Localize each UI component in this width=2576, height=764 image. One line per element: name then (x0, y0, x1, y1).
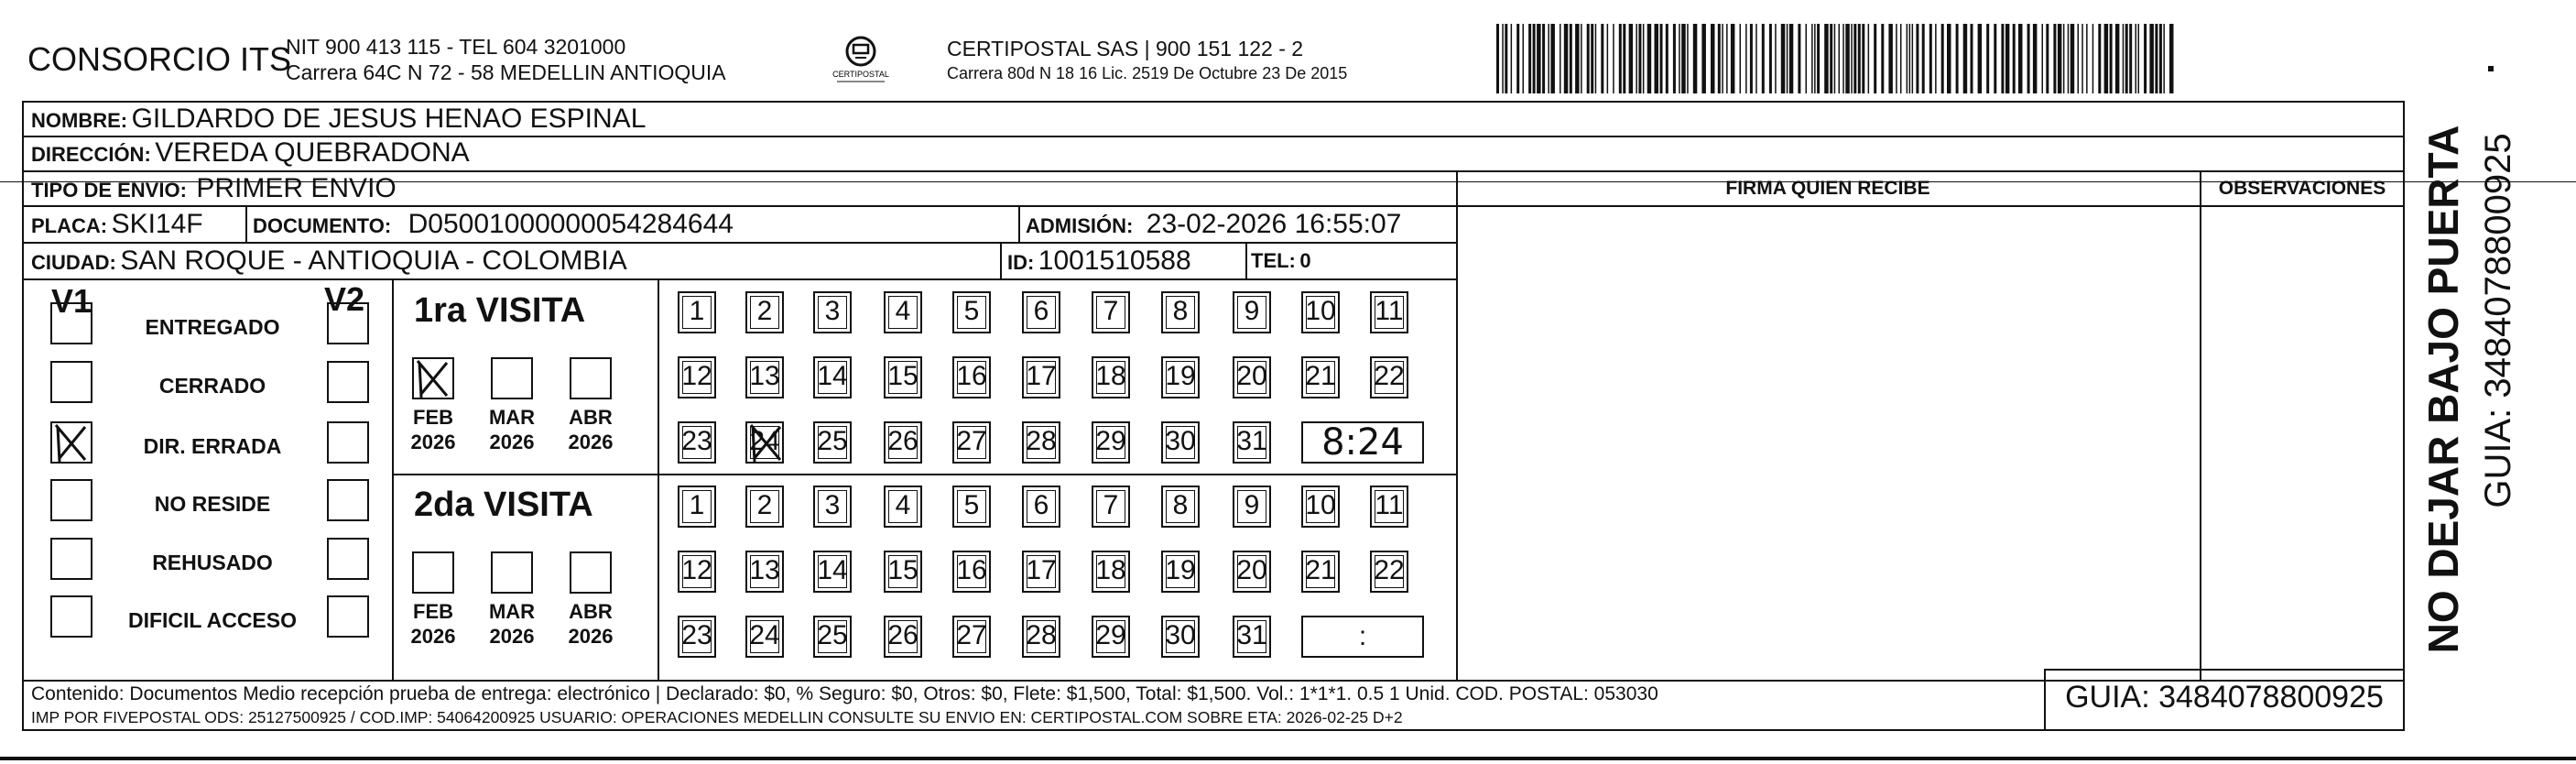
direccion-label: DIRECCIÓN: (31, 143, 151, 166)
tel-row (1251, 244, 1311, 278)
day-box[interactable]: 10 (1301, 486, 1340, 528)
month-checkbox[interactable] (491, 551, 533, 594)
month-name: ABR (569, 406, 613, 429)
day-box[interactable]: 14 (813, 356, 852, 398)
ciudad-row (31, 244, 627, 278)
company-address: Carrera 64C N 72 - 58 MEDELLIN ANTIOQUIA (286, 60, 726, 84)
visit-title: 1ra VISITA (414, 291, 586, 330)
placa-label: PLACA: (31, 214, 108, 237)
month-label (563, 599, 618, 649)
day-box[interactable]: 4 (884, 291, 922, 333)
day-box[interactable]: 25 (813, 421, 852, 464)
admision-value: 23-02-2026 16:55:07 (1146, 209, 1402, 239)
day-box[interactable]: 19 (1161, 551, 1200, 593)
day-box[interactable]: 9 (1233, 486, 1271, 528)
day-box[interactable]: 28 (1022, 421, 1060, 464)
day-box[interactable]: 8 (1161, 291, 1200, 333)
v2-checkbox[interactable] (327, 479, 369, 521)
tipo-envio-value: PRIMER ENVIO (196, 173, 397, 203)
day-box[interactable]: 12 (678, 551, 716, 593)
day-box[interactable]: 7 (1092, 486, 1130, 528)
day-box[interactable]: 22 (1370, 356, 1408, 398)
observaciones-divider (2200, 170, 2201, 680)
status-label: DIFICIL ACCESO (127, 608, 297, 632)
month-year: 2026 (410, 625, 456, 648)
separator (245, 205, 247, 242)
day-box[interactable]: 3 (813, 486, 852, 528)
carrier-name: CERTIPOSTAL SAS | 900 151 122 - 2 (947, 37, 1304, 60)
certipostal-logo (831, 33, 890, 88)
day-box[interactable]: 4 (884, 486, 922, 528)
day-box[interactable]: 18 (1092, 356, 1130, 398)
id-label: ID: (1007, 251, 1035, 274)
logo-icon (831, 33, 890, 88)
day-box[interactable]: 27 (952, 421, 991, 464)
v2-checkbox[interactable] (327, 538, 369, 580)
v2-checkbox[interactable] (327, 595, 369, 638)
month-year: 2026 (489, 431, 535, 453)
month-label (563, 405, 618, 454)
day-box[interactable]: 13 (745, 551, 784, 593)
month-name: MAR (488, 406, 536, 429)
month-year: 2026 (489, 625, 535, 648)
tipo-envio-label: TIPO DE ENVIO: (31, 179, 187, 202)
v2-checkbox[interactable] (327, 361, 369, 403)
day-box[interactable]: 6 (1022, 486, 1060, 528)
direccion-value: VEREDA QUEBRADONA (155, 137, 470, 168)
day-box[interactable]: 16 (952, 551, 991, 593)
separator (1018, 205, 1020, 242)
v1-checkbox[interactable] (50, 538, 92, 580)
nombre-label: NOMBRE: (31, 109, 128, 132)
id-value: 1001510588 (1038, 246, 1191, 276)
day-box[interactable]: 17 (1022, 356, 1060, 398)
day-box[interactable]: 24 (745, 421, 784, 464)
status-label: REHUSADO (152, 551, 273, 574)
day-box[interactable]: 21 (1301, 356, 1340, 398)
day-box[interactable]: 3 (813, 291, 852, 333)
month-checkbox[interactable] (570, 357, 612, 399)
day-box[interactable]: 31 (1233, 616, 1271, 658)
admision-label: ADMISIÓN: (1026, 214, 1134, 237)
day-box[interactable]: 21 (1301, 551, 1340, 593)
day-box[interactable]: 27 (952, 616, 991, 658)
separator (658, 278, 659, 680)
tipo-envio-row (31, 172, 397, 205)
day-box[interactable]: 19 (1161, 356, 1200, 398)
v2-label: V2 (324, 280, 365, 318)
placa-value: SKI14F (111, 209, 203, 239)
company-name: CONSORCIO ITS (27, 40, 292, 78)
day-box[interactable]: 16 (952, 356, 991, 398)
day-box[interactable]: 7 (1092, 291, 1130, 333)
month-name: FEB (413, 406, 453, 429)
month-label (406, 599, 461, 649)
tel-value: 0 (1299, 249, 1311, 272)
nombre-value: GILDARDO DE JESUS HENAO ESPINAL (131, 104, 647, 134)
month-checkbox[interactable] (412, 357, 454, 399)
day-box[interactable]: 23 (678, 616, 716, 658)
day-box[interactable]: 5 (952, 291, 991, 333)
time-field[interactable]: : (1301, 616, 1424, 658)
day-box[interactable]: 22 (1370, 551, 1408, 593)
documento-row (253, 207, 734, 242)
v1-checkbox[interactable] (50, 421, 92, 464)
day-box[interactable]: 28 (1022, 616, 1060, 658)
id-row (1007, 244, 1191, 278)
barcode (1496, 24, 2179, 93)
day-box[interactable]: 31 (1233, 421, 1271, 464)
status-label: DIR. ERRADA (143, 434, 282, 458)
day-box[interactable]: 18 (1092, 551, 1130, 593)
guia-footer: GUIA: 3484078800925 (2065, 680, 2384, 715)
month-year: 2026 (568, 625, 614, 648)
month-checkbox[interactable] (570, 551, 612, 594)
month-label (484, 599, 539, 649)
v2-checkbox[interactable] (327, 421, 369, 464)
day-box[interactable]: 11 (1370, 486, 1408, 528)
side-warning: NO DEJAR BAJO PUERTA (2419, 125, 2467, 654)
visit-title: 2da VISITA (414, 486, 593, 524)
day-box[interactable]: 30 (1161, 421, 1200, 464)
month-year: 2026 (410, 431, 456, 453)
day-box[interactable]: 11 (1370, 291, 1408, 333)
contenido-text: Contenido: Documentos Medio recepción prueba de entrega: electrónico | Declarado: $0, % Seguro: $0, Otros: $0, Flete: $1,500, Total: $1,500. Vol.: 1*1*1. 0.5 1 Unid. COD. POSTAL: 053030 (31, 683, 1658, 704)
v1-checkbox[interactable] (50, 479, 92, 521)
direccion-row (31, 136, 470, 169)
month-checkbox[interactable] (412, 551, 454, 594)
day-box[interactable]: 29 (1092, 421, 1130, 464)
v1-checkbox[interactable] (50, 361, 92, 403)
day-box[interactable]: 30 (1161, 616, 1200, 658)
documento-label: DOCUMENTO: (253, 214, 392, 237)
company-nit: NIT 900 413 115 - TEL 604 3201000 (286, 35, 626, 59)
day-box[interactable]: 26 (884, 421, 922, 464)
month-checkbox[interactable] (491, 357, 533, 399)
status-label: CERRADO (158, 374, 266, 398)
day-box[interactable]: 24 (745, 616, 784, 658)
day-box[interactable]: 17 (1022, 551, 1060, 593)
day-box[interactable]: 15 (884, 551, 922, 593)
day-box[interactable]: 10 (1301, 291, 1340, 333)
ciudad-label: CIUDAD: (31, 251, 116, 274)
firma-label: FIRMA QUIEN RECIBE (1725, 178, 1930, 199)
separator (1245, 242, 1247, 278)
ciudad-value: SAN ROQUE - ANTIOQUIA - COLOMBIA (120, 246, 627, 276)
month-name: ABR (569, 600, 613, 623)
side-guia: GUIA: 3484078800925 (2478, 133, 2518, 508)
day-box[interactable]: 26 (884, 616, 922, 658)
v1-checkbox[interactable] (50, 302, 92, 344)
day-box[interactable]: 2 (745, 486, 784, 528)
day-box[interactable]: 13 (745, 356, 784, 398)
day-box[interactable]: 14 (813, 551, 852, 593)
day-box[interactable]: 1 (678, 291, 716, 333)
bottom-edge-line (0, 757, 2576, 760)
day-box[interactable]: 1 (678, 486, 716, 528)
day-box[interactable]: 15 (884, 356, 922, 398)
month-label (484, 405, 539, 454)
day-box[interactable]: 5 (952, 486, 991, 528)
month-year: 2026 (568, 431, 614, 453)
day-box[interactable]: 25 (813, 616, 852, 658)
day-box[interactable]: 20 (1233, 551, 1271, 593)
day-box[interactable]: 8 (1161, 486, 1200, 528)
day-box[interactable]: 23 (678, 421, 716, 464)
separator (22, 278, 1456, 280)
day-box[interactable]: 29 (1092, 616, 1130, 658)
month-name: MAR (488, 600, 536, 623)
visit-separator (392, 474, 1456, 475)
carrier-address: Carrera 80d N 18 16 Lic. 2519 De Octubre 23 De 2015 (947, 64, 1348, 82)
firma-divider (1456, 170, 1458, 680)
svg-text:CERTIPOSTAL: CERTIPOSTAL (832, 70, 889, 79)
placa-row (31, 207, 203, 242)
day-box[interactable]: 12 (678, 356, 716, 398)
documento-value: D05001000000054284644 (408, 209, 734, 239)
nombre-row (31, 103, 646, 136)
day-box[interactable]: 2 (745, 291, 784, 333)
day-box[interactable]: 6 (1022, 291, 1060, 333)
v1-checkbox[interactable] (50, 595, 92, 638)
observaciones-label: OBSERVACIONES (2218, 178, 2386, 199)
admision-row (1026, 207, 1401, 242)
month-name: FEB (413, 600, 453, 623)
separator (392, 278, 394, 680)
v2-checkbox[interactable] (327, 302, 369, 344)
status-label: NO RESIDE (154, 492, 271, 516)
status-label: ENTREGADO (145, 315, 280, 339)
day-box[interactable]: 9 (1233, 291, 1271, 333)
tel-label: TEL: (1251, 249, 1296, 272)
separator (1000, 242, 1002, 278)
time-field[interactable]: 8:24 (1301, 421, 1424, 464)
day-box[interactable]: 20 (1233, 356, 1271, 398)
separator (1456, 205, 2405, 207)
imp-text: IMP POR FIVEPOSTAL ODS: 25127500925 / COD.IMP: 54064200925 USUARIO: OPERACIONES MEDELLIN CONSULTE SU ENVIO EN: CERTIPOSTAL.COM SOBRE ETA: 2026-02-25 D+2 (31, 708, 1403, 726)
v1-label: V1 (51, 282, 92, 320)
month-label (406, 405, 461, 454)
